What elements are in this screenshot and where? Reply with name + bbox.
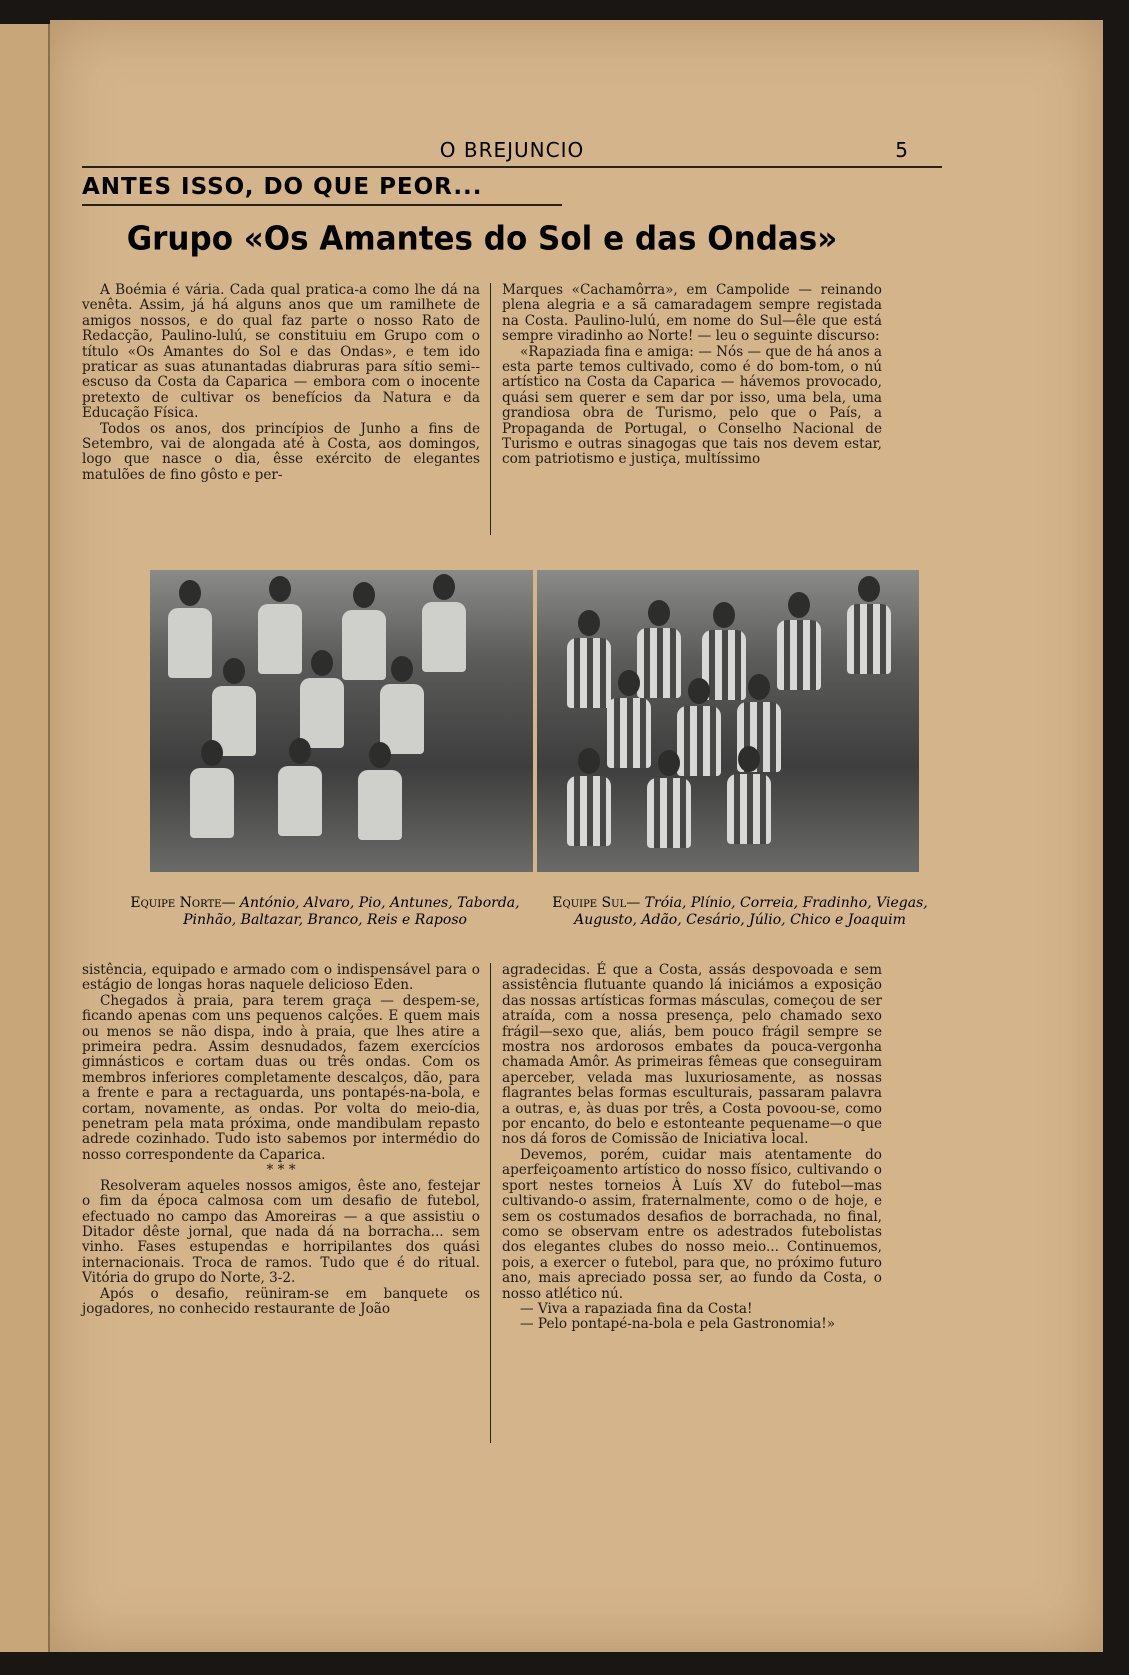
player-figure bbox=[422, 574, 466, 672]
caption-label: Equipe Norte bbox=[130, 895, 222, 911]
paragraph: «Rapaziada fina e amiga: — Nós — que de há anos a esta parte temos cultivado, como é do bom-tom, o nú artístico na Costa da Caparica — hávemos provocado, quási sem querer e sem dar por isso, uma bela, uma grandiosa obra de Turismo, pelo que o País, a Propaganda de Portugal, o Conselho Nacional de Turismo e outras sinagogas que tais nos devem estar, com patriotismo e justiça, multíssimo bbox=[502, 343, 882, 468]
caption-names: — António, Alvaro, Pio, Antunes, Taborda, Pinhão, Baltazar, Branco, Reis e Raposo bbox=[183, 895, 520, 928]
article-column-top-left bbox=[82, 283, 480, 535]
book-spine-edge bbox=[0, 24, 50, 1652]
paragraph: — Viva a rapaziada fina da Costa! bbox=[520, 1300, 753, 1317]
paragraph: Após o desafio, reüniram-se em banquete os jogadores, no conhecido restaurante de João bbox=[82, 1285, 480, 1317]
player-figure bbox=[168, 580, 212, 678]
page-number: 5 bbox=[895, 138, 908, 162]
paragraph: Chegados à praia, para terem graça — despem-se, ficando apenas com uns pequenos calções. E quem mais ou menos se não dispa, indo à praia, que lhes atire a primeira pedra. Assim desnudados, fazem exercícios gimnásticos e cortam duas ou três ondas. Com os membros inferiores completamente descalços, dão, para a frente e para a rectaguarda, uns pontapés-na-bola, e cortam, novamente, as ondas. Por volta do meio-dia, penetram pela mata próxima, onde mandibulam repasto adrede cozinhado. Tudo isto sabemos por intermédio do nosso correspondente da Caparica. bbox=[82, 992, 480, 1163]
column-divider bbox=[490, 283, 491, 535]
team-photo-south bbox=[537, 570, 919, 872]
running-head bbox=[82, 136, 942, 168]
player-figure bbox=[358, 742, 402, 840]
paragraph: — Pelo pontapé-na-bola e pela Gastronomia!» bbox=[520, 1316, 836, 1333]
caption-names: — Tróia, Plínio, Correia, Fradinho, Viegas, Augusto, Adão, Cesário, Júlio, Chico e Joaquim bbox=[574, 895, 928, 928]
player-figure bbox=[300, 650, 344, 748]
section-break: * * * bbox=[266, 1162, 296, 1179]
photo-caption-north bbox=[120, 895, 530, 929]
paragraph: Todos os anos, dos princípios de Junho a fins de Setembro, vai de alongada até à Costa, aos domingos, logo que nasce o dia, êsse exército de elegantes matulões de fino gôsto e per- bbox=[82, 420, 480, 483]
team-photo-north bbox=[150, 570, 533, 872]
paragraph: Devemos, porém, cuidar mais atentamente do aperfeiçoamento artístico do nosso físico, cultivando o sport nestes torneios À Luís XV do futebol—mas cultivando-o assim, fraternalmente, como o de hoje, e sem os costumados desafios de borrachada, no final, como se observam entre os adestrados futebolistas dos elegantes clubes do nosso meio... Continuemos, pois, a exercer o futebol, para que, no próximo futuro ano, mais apreciado possa ser, ao fundo da Costa, o nosso atlético nú. bbox=[502, 1146, 882, 1302]
paragraph: A Boémia é vária. Cada qual pratica-a como lhe dá na venêta. Assim, já há alguns anos que um ramilhete de amigos nossos, e do qual faz parte o nosso Rato de Redacção, Paulino-lulú, se constituiu em Grupo com o título «Os Amantes do Sol e das Ondas», e tem ido praticar as suas atunantadas diabruras para sítio semi--escuso da Costa da Caparica — embora com o inocente pretexto de cultivar os benefícios da Natura e da Educação Física. bbox=[82, 282, 480, 422]
player-figure bbox=[777, 592, 821, 690]
player-figure bbox=[380, 656, 424, 754]
player-figure bbox=[847, 576, 891, 674]
player-figure bbox=[258, 576, 302, 674]
player-figure bbox=[647, 750, 691, 848]
caption-label: Equipe Sul bbox=[552, 895, 627, 911]
player-figure bbox=[567, 748, 611, 846]
column-divider bbox=[490, 963, 491, 1443]
player-figure bbox=[607, 670, 651, 768]
player-figure bbox=[727, 746, 771, 844]
player-figure bbox=[567, 610, 611, 708]
paragraph: agradecidas. É que a Costa, assás despovoada e sem assistência flutuante quando lá iniciámos a exposição das nossas artísticas formas másculas, começou de ser atraída, com a nossa presença, pelo chamado sexo frágil—sexo que, aliás, bem pouco frágil sempre se mostra nos ardorosos embates da pouca-vergonha chamada Amôr. As primeiras fêmeas que conseguiram aperceber, velada mas luxuriosamente, as nossas flagrantes belas formas esculturais, passaram palavra a outras, e, às duas por três, a Costa povoou-se, como por encanto, do belo e estonteante pequename—o que nos dá foros de Comissão de Iniciativa local. bbox=[502, 962, 882, 1148]
player-figure bbox=[190, 740, 234, 838]
section-title: ANTES ISSO, DO QUE PEOR... bbox=[82, 174, 562, 206]
journal-name: O BREJUNCIO bbox=[439, 138, 585, 162]
photo-caption-south bbox=[530, 895, 950, 929]
article-column-top-right bbox=[502, 283, 882, 535]
player-figure bbox=[278, 738, 322, 836]
article-title: Grupo «Os Amantes do Sol e das Ondas» bbox=[126, 220, 838, 258]
paragraph: Marques «Cachamôrra», em Campolide — reinando plena alegria e a sã camaradagem sempre registada na Costa. Paulino-lulú, em nome do Sul—êle que está sempre viradinho ao Norte! — leu o seguinte discurso: bbox=[502, 282, 882, 345]
paragraph: Resolveram aqueles nossos amigos, êste ano, festejar o fim da época calmosa com um desafio de futebol, efectuado no campo das Amoreiras — a que assistiu o Ditador dêste jornal, que nada dá na borracha... sem vinho. Fases estupendas e horripilantes dos quási internacionais. Troca de ramos. Tudo que é do ritual. Vitória do grupo do Norte, 3-2. bbox=[82, 1177, 480, 1287]
paragraph: sistência, equipado e armado com o indispensável para o estágio de longas horas naquele delicioso Eden. bbox=[82, 962, 480, 994]
article-column-bottom-right bbox=[502, 963, 882, 1443]
article-column-bottom-left bbox=[82, 963, 480, 1443]
